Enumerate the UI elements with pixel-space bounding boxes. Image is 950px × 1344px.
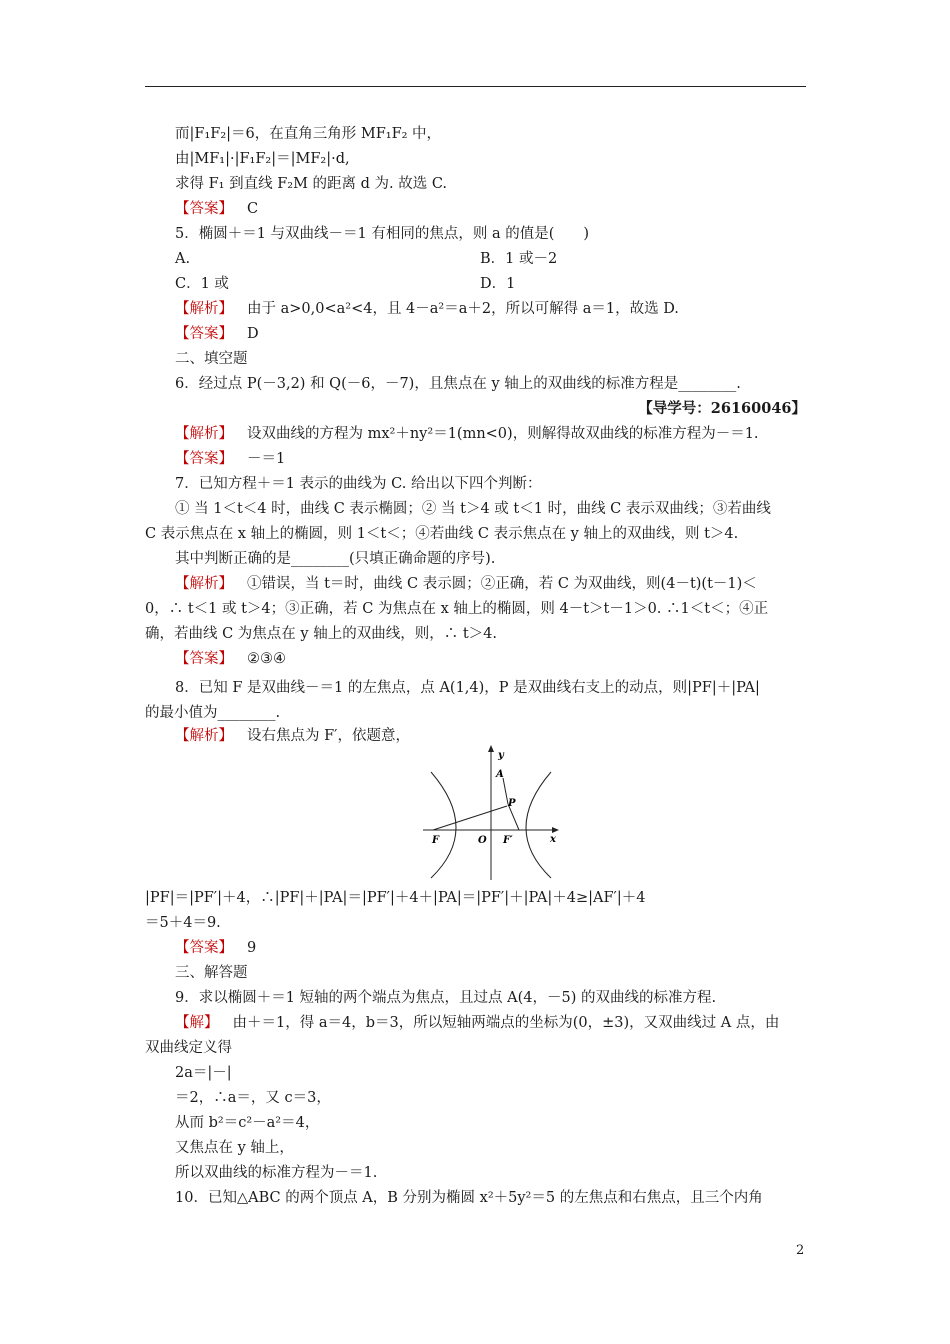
analysis-tag: 【解析】 (175, 728, 233, 744)
text-line: 所以双曲线的标准方程为－＝1. (175, 1165, 378, 1181)
analysis-tag: 【解析】 (175, 576, 233, 592)
text-line: 从而 b²＝c²－a²＝4， (175, 1115, 320, 1131)
text-line: 又焦点在 y 轴上， (175, 1140, 294, 1156)
section-heading: 二、填空题 (175, 351, 248, 367)
analysis-line (175, 424, 837, 444)
answer-tag: 【答案】 (175, 451, 233, 467)
text-line: 的最小值为________. (145, 705, 281, 721)
question-7: 7．已知方程＋＝1 表示的曲线为 C. 给出以下四个判断： (175, 476, 542, 492)
text-line: 双曲线定义得 (145, 1040, 232, 1056)
analysis-line (175, 299, 837, 319)
question-5: 5．椭圆＋＝1 与双曲线－＝1 有相同的焦点，则 a 的值是( ) (175, 226, 590, 242)
reference-number: 【导学号：26160046】 (638, 400, 806, 417)
label-f-prime: F′ (503, 835, 513, 846)
option-a: A. (175, 251, 191, 267)
text-line: 其中判断正确的是________(只填正确命题的序号). (175, 551, 496, 567)
label-a: A (496, 769, 504, 780)
section-heading: 三、解答题 (175, 965, 248, 981)
answer-value: 9 (247, 940, 257, 956)
answer-value: ②③④ (247, 651, 286, 667)
text-line: 2a＝|－| (175, 1065, 232, 1081)
label-x: x (550, 834, 556, 845)
solution-text: 由＋＝1，得 a＝4，b＝3，所以短轴两端点的坐标为(0，±3)，又双曲线过 A 点，由 (232, 1015, 780, 1031)
answer-line (175, 649, 837, 669)
header-rule (145, 86, 806, 87)
analysis-line (175, 574, 837, 594)
question-10: 10．已知△ABC 的两个顶点 A，B 分别为椭圆 x²＋5y²＝5 的左焦点和右焦点，且三个内角 (175, 1190, 763, 1206)
text-line: 而|F₁F₂|＝6，在直角三角形 MF₁F₂ 中， (175, 126, 442, 142)
answer-tag: 【答案】 (175, 651, 233, 667)
analysis-text: 设双曲线的方程为 mx²＋ny²＝1(mn<0)，则解得故双曲线的标准方程为－＝1. (247, 426, 759, 442)
label-o: O (478, 835, 487, 846)
option-b: B．1 或－2 (480, 251, 558, 267)
page-number: 2 (796, 1243, 805, 1258)
answer-value: D (247, 326, 259, 342)
answer-tag: 【答案】 (175, 201, 233, 217)
label-f: F (432, 835, 440, 846)
answer-tag: 【答案】 (175, 940, 233, 956)
option-d: D．1 (480, 276, 516, 292)
answer-line (175, 938, 837, 958)
label-p: P (508, 798, 516, 809)
answer-line (175, 199, 837, 219)
text-line: ＝2，∴a＝，又 c＝3， (175, 1090, 331, 1106)
question-8: 8．已知 F 是双曲线－＝1 的左焦点，点 A(1,4)，P 是双曲线右支上的动点，则|PF|＋|PA| (175, 680, 760, 696)
text-line: 0，∴ t＜1 或 t＞4；③正确，若 C 为焦点在 x 轴上的椭圆，则 4－t＞t－1＞0. ∴1＜t＜；④正 (145, 601, 769, 617)
answer-line (175, 324, 837, 344)
hyperbola-figure (423, 744, 559, 880)
solution-tag: 【解】 (175, 1015, 219, 1031)
question-9: 9．求以椭圆＋＝1 短轴的两个端点为焦点，且过点 A(4，－5) 的双曲线的标准方程. (175, 990, 717, 1006)
text-line: 由|MF₁|·|F₁F₂|＝|MF₂|·d, (175, 151, 350, 167)
text-line: 求得 F₁ 到直线 F₂M 的距离 d 为. 故选 C. (175, 176, 448, 192)
analysis-tag: 【解析】 (175, 426, 233, 442)
text-line: ① 当 1＜t＜4 时，曲线 C 表示椭圆；② 当 t＞4 或 t＜1 时，曲线 C 表示双曲线；③若曲线 (175, 501, 771, 517)
label-y: y (498, 750, 504, 761)
analysis-text: 设右焦点为 F′，依题意， (247, 728, 410, 744)
text-line: C 表示焦点在 x 轴上的椭圆，则 1＜t＜；④若曲线 C 表示焦点在 y 轴上的双曲线，则 t＞4. (145, 526, 739, 542)
question-6: 6．经过点 P(－3,2) 和 Q(－6，－7)，且焦点在 y 轴上的双曲线的标准方程是________. (175, 376, 741, 392)
text-line: ＝5＋4＝9. (145, 915, 221, 931)
text-line: 确，若曲线 C 为焦点在 y 轴上的双曲线，则，∴ t＞4. (145, 626, 497, 642)
analysis-text: ①错误，当 t＝时，曲线 C 表示圆；②正确，若 C 为双曲线，则(4－t)(t－1)＜ (247, 576, 757, 592)
option-c: C．1 或 (175, 276, 229, 292)
analysis-tag: 【解析】 (175, 301, 233, 317)
analysis-line (175, 726, 837, 746)
answer-tag: 【答案】 (175, 326, 233, 342)
answer-value: －＝1 (247, 451, 286, 467)
text-line: |PF|＝|PF′|＋4，∴|PF|＋|PA|＝|PF′|＋4＋|PA|＝|PF′|＋|PA|＋4≥|AF′|＋4 (145, 890, 646, 906)
solution-line (175, 1013, 837, 1033)
answer-value: C (247, 201, 259, 217)
answer-line (175, 449, 837, 469)
analysis-text: 由于 a>0,0<a²<4，且 4－a²＝a＋2，所以可解得 a＝1，故选 D. (247, 301, 679, 317)
